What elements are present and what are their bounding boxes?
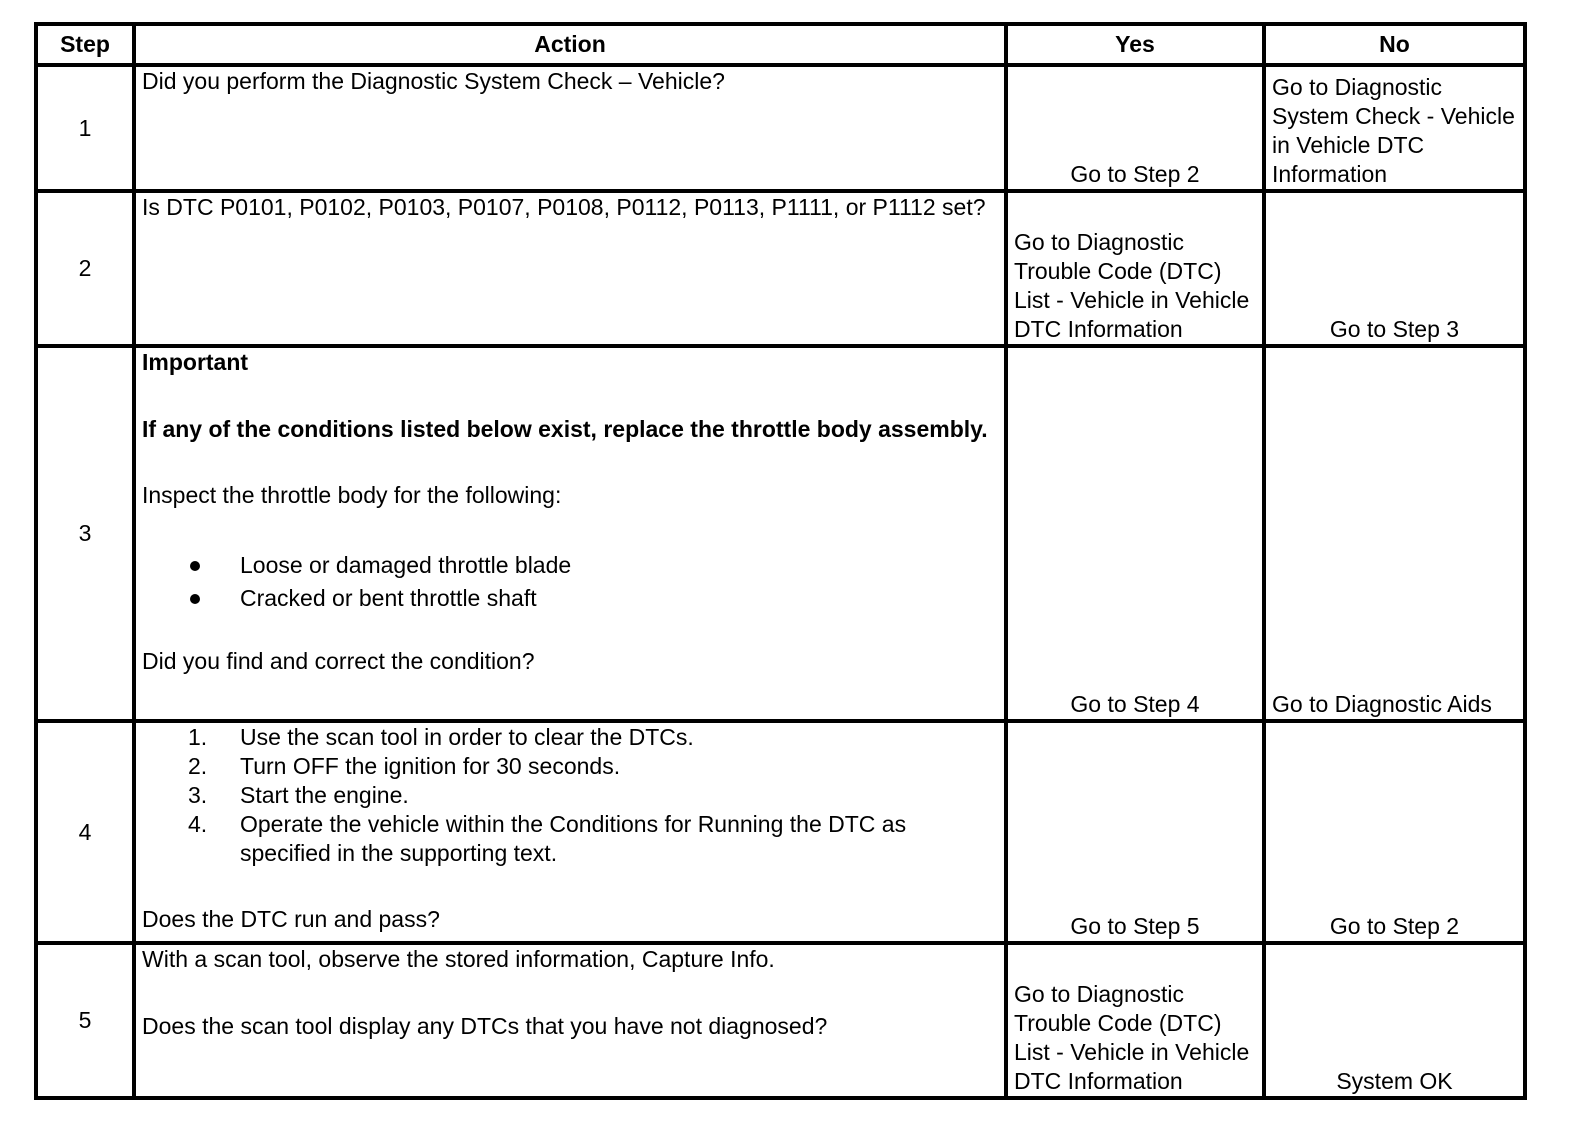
- list-number: 3.: [188, 782, 208, 808]
- action-question: Did you perform the Diagnostic System Check – Vehicle?: [142, 68, 725, 94]
- table-row: [36, 721, 1525, 943]
- step-number: 5: [36, 943, 134, 1098]
- list-number: 2.: [188, 753, 208, 779]
- yes-cell: Go to Step 5: [1006, 721, 1264, 943]
- bullet-icon: [190, 561, 200, 571]
- list-item-text: Operate the vehicle within the Conditions for Running the DTC as specified in the supporting text.: [240, 811, 907, 866]
- inspect-intro: Inspect the throttle body for the following:: [142, 482, 562, 508]
- yes-cell: Go to Diagnostic Trouble Code (DTC) List - Vehicle in Vehicle DTC Information: [1006, 191, 1264, 346]
- action-question: Does the DTC run and pass?: [142, 906, 440, 932]
- list-item: [142, 810, 998, 868]
- table-row: [36, 191, 1525, 346]
- table-row: [36, 65, 1525, 191]
- no-cell: Go to Step 2: [1264, 721, 1525, 943]
- action-cell: [134, 721, 1006, 943]
- action-cell: [134, 943, 1006, 1098]
- no-cell: Go to Diagnostic System Check - Vehicle in Vehicle DTC Information: [1264, 65, 1525, 191]
- procedure-list: [142, 723, 998, 868]
- yes-cell: Go to Diagnostic Trouble Code (DTC) List - Vehicle in Vehicle DTC Information: [1006, 943, 1264, 1098]
- no-cell: Go to Step 3: [1264, 191, 1525, 346]
- action-question: Does the scan tool display any DTCs that you have not diagnosed?: [142, 1013, 828, 1039]
- important-text: If any of the conditions listed below exist, replace the throttle body assembly.: [142, 416, 988, 442]
- table-row: [36, 346, 1525, 721]
- no-cell: Go to Diagnostic Aids: [1264, 346, 1525, 721]
- action-cell: [134, 65, 1006, 191]
- list-item-text: Loose or damaged throttle blade: [240, 552, 572, 578]
- action-cell: [134, 191, 1006, 346]
- table-header-row: [36, 24, 1525, 65]
- list-item: [142, 549, 998, 582]
- inspection-list: [142, 549, 998, 615]
- list-item-text: Turn OFF the ignition for 30 seconds.: [240, 753, 621, 779]
- important-title: Important: [142, 349, 249, 375]
- step-number: 4: [36, 721, 134, 943]
- bullet-icon: [190, 594, 200, 604]
- header-action: Action: [134, 24, 1006, 65]
- list-item-text: Start the engine.: [240, 782, 409, 808]
- action-intro: With a scan tool, observe the stored information, Capture Info.: [142, 946, 775, 972]
- step-number: 2: [36, 191, 134, 346]
- list-number: 1.: [188, 724, 208, 750]
- diagnostic-table: [34, 22, 1527, 1100]
- action-question: Did you find and correct the condition?: [142, 648, 535, 674]
- yes-cell: Go to Step 2: [1006, 65, 1264, 191]
- no-cell: System OK: [1264, 943, 1525, 1098]
- list-item-text: Cracked or bent throttle shaft: [240, 585, 537, 611]
- header-no: No: [1264, 24, 1525, 65]
- yes-cell: Go to Step 4: [1006, 346, 1264, 721]
- list-number: 4.: [188, 811, 208, 837]
- step-number: 1: [36, 65, 134, 191]
- list-item-text: Use the scan tool in order to clear the DTCs.: [240, 724, 694, 750]
- header-yes: Yes: [1006, 24, 1264, 65]
- action-cell: [134, 346, 1006, 721]
- list-item: [142, 752, 998, 781]
- header-step: Step: [36, 24, 134, 65]
- action-question: Is DTC P0101, P0102, P0103, P0107, P0108, P0112, P0113, P1111, or P1112 set?: [142, 194, 986, 220]
- list-item: [142, 781, 998, 810]
- step-number: 3: [36, 346, 134, 721]
- list-item: [142, 723, 998, 752]
- table-row: [36, 943, 1525, 1098]
- list-item: [142, 582, 998, 615]
